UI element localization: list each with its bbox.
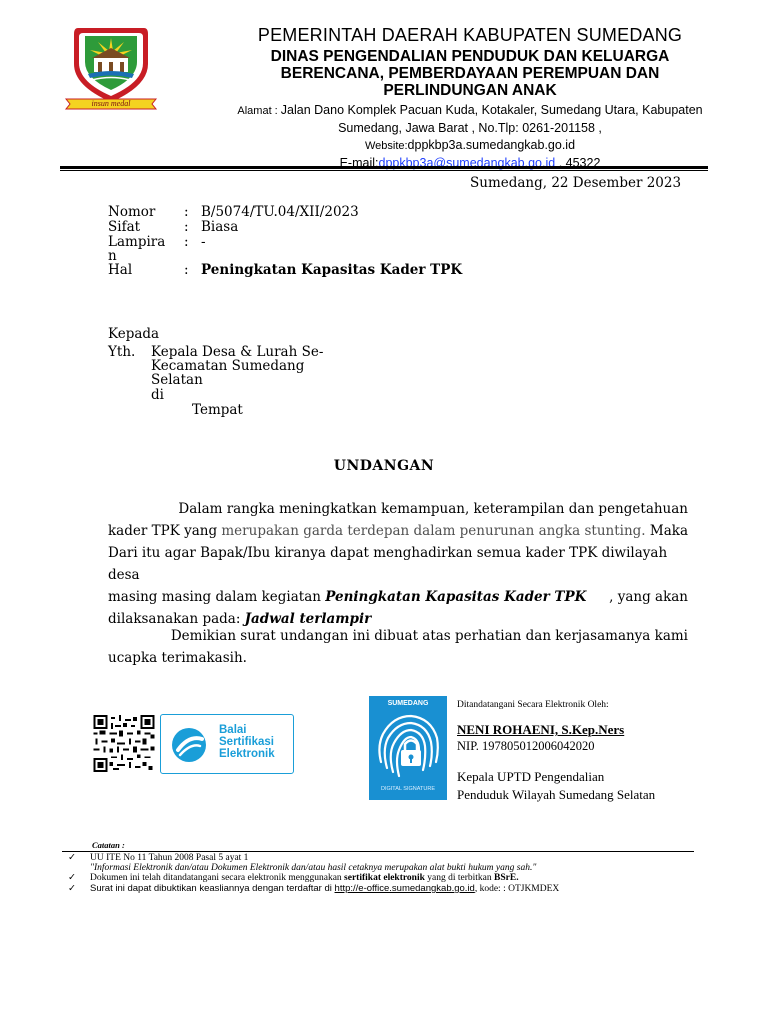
nomor-label: Nomor [108,204,156,220]
badge-bottom-label: DIGITAL SIGNATURE [381,786,435,792]
schedule-note: Jadwal terlampir [244,611,372,627]
letterhead-rule-thick [60,166,708,169]
recipient-line-1: Kepala Desa & Lurah Se- [151,344,324,360]
lampiran-label: Lampira [108,234,166,250]
signer-position-line-2: Penduduk Wilayah Sumedang Selatan [457,787,656,802]
recipient-yth: Yth. [108,344,136,360]
address-line-2: Sumedang, Jawa Barat , No.Tlp: 0261-201158 , [338,121,602,135]
qr-code[interactable] [93,715,155,772]
note-text: "Informasi Elektronik dan/atau Dokumen Elektronik dan/atau hasil cetaknya merupakan alat bukti hukum yang sah." [90,863,537,873]
bsre-emblem-icon [169,725,209,765]
body-line: Demikian surat undangan ini dibuat atas perhatian dan kerjasamanya kami [170,628,688,644]
signer-position [457,768,655,804]
note-text: UU ITE No 11 Tahun 2008 Pasal 5 ayat 1 [90,853,249,863]
digital-signature-badge [369,696,447,800]
hal-label: Hal [108,262,133,278]
notes-rule [62,851,694,852]
recipient-line-2: Kecamatan Sumedang [151,358,305,374]
note-text: Dokumen ini telah ditandatangani secara elektronik menggunakan [90,873,345,883]
body-paragraph-1 [108,498,688,630]
verification-code: , kode: : OTJKMDEX [474,884,560,894]
badge-top-label: SUMEDANG [387,700,429,707]
verification-link[interactable]: http://e-office.sumedangkab.go.id [334,883,475,894]
body-line: ucapka terimakasih. [108,650,247,666]
note-item [68,853,248,863]
note-text-bold: sertifikat elektronik [344,873,425,883]
note-item [68,884,559,894]
check-icon: ✓ [68,873,76,883]
body-text-emphasis: merupakan garda terdepan dalam penurunan angka stunting. [221,523,646,539]
body-line [108,520,688,542]
fingerprint-lock-icon [373,710,443,784]
signer-name: NENI ROHAENI, S.Kep.Ners [457,722,625,737]
bsre-line-2: Sertifikasi [219,736,274,748]
body-text: Maka [649,523,688,539]
bsre-name [219,724,275,760]
activity-name: Peningkatan Kapasitas Kader TPK [325,589,587,605]
letterhead-agency-line-1: DINAS PENGENDALIAN PENDUDUK DAN KELUARGA [270,48,670,65]
address-label: Alamat : [237,105,281,117]
recipient-line-3: Selatan [151,372,203,388]
note-text: Surat ini dapat dibuktikan keasliannya dengan terdaftar di [90,883,335,894]
body-paragraph-2 [108,625,688,669]
letter-date: Sumedang, 22 Desember 2023 [470,175,682,191]
address-line-1: Jalan Dano Komplek Pacuan Kuda, Kotakaler, Sumedang Utara, Kabupaten [280,103,703,117]
colon: : [184,219,189,235]
recipient-tempat: Tempat [192,402,243,418]
colon: : [184,204,189,220]
lampiran-value: - [201,234,206,250]
body-text: kader TPK yang [108,523,222,539]
letterhead-government: PEMERINTAH DAERAH KABUPATEN SUMEDANG [257,25,683,45]
nomor-value: B/5074/TU.04/XII/2023 [201,204,359,220]
body-line: Dari itu agar Bapak/Ibu kiranya dapat menghadirkan semua kader TPK diwilayah desa [108,545,668,583]
website-link[interactable]: dppkbp3a.sumedangkab.go.id [407,138,576,152]
letterhead-address [200,102,740,172]
note-item [68,873,519,883]
letter-title: UNDANGAN [333,458,435,474]
logo-motto-ribbon [64,96,158,112]
body-text: , yang akan [609,589,688,605]
bsre-line-1: Balai [219,724,247,736]
body-line: Dalam rangka meningkatkan kemampuan, keterampilan dan pengetahuan [178,501,688,517]
recipient-kepada: Kepada [108,326,160,342]
note-text: yang di terbitkan [424,873,495,883]
check-icon: ✓ [68,883,76,894]
body-text: masing masing dalam kegiatan [108,589,326,605]
website-label: Website: [364,140,408,152]
email-label: E-mail: [339,156,379,170]
bsre-logo [160,714,294,774]
signer-position-line-1: Kepala UPTD Pengendalian [457,769,605,784]
note-item-quote [90,863,536,873]
recipient-di: di [151,387,164,403]
postcode: , 45322 [555,156,601,170]
check-icon: ✓ [68,853,76,863]
sifat-label: Sifat [108,219,141,235]
note-text-bold: BSrE. [494,873,519,883]
colon: : [184,234,189,250]
body-line [108,586,688,608]
notes-title: Catatan : [92,840,125,850]
body-text: dilaksanakan pada: [108,611,245,627]
letterhead-agency-line-3: PERLINDUNGAN ANAK [383,82,557,99]
letterhead-rule-thin [60,170,708,171]
bsre-line-3: Elektronik [219,748,275,760]
sifat-value: Biasa [201,219,239,235]
letterhead-agency [210,48,730,99]
signer-nip: NIP. 197805012006042020 [457,739,595,753]
email-link[interactable]: dppkbp3a@sumedangkab.go.id [378,156,556,170]
logo-motto: insun medal [91,99,131,108]
signed-by-label: Ditandatangani Secara Elektronik Oleh: [457,700,609,710]
letterhead-agency-line-2: BERENCANA, PEMBERDAYAAN PEREMPUAN DAN [280,65,660,82]
hal-value: Peningkatan Kapasitas Kader TPK [201,262,463,278]
lampiran-label-wrap: n [108,248,117,264]
colon: : [184,262,189,278]
